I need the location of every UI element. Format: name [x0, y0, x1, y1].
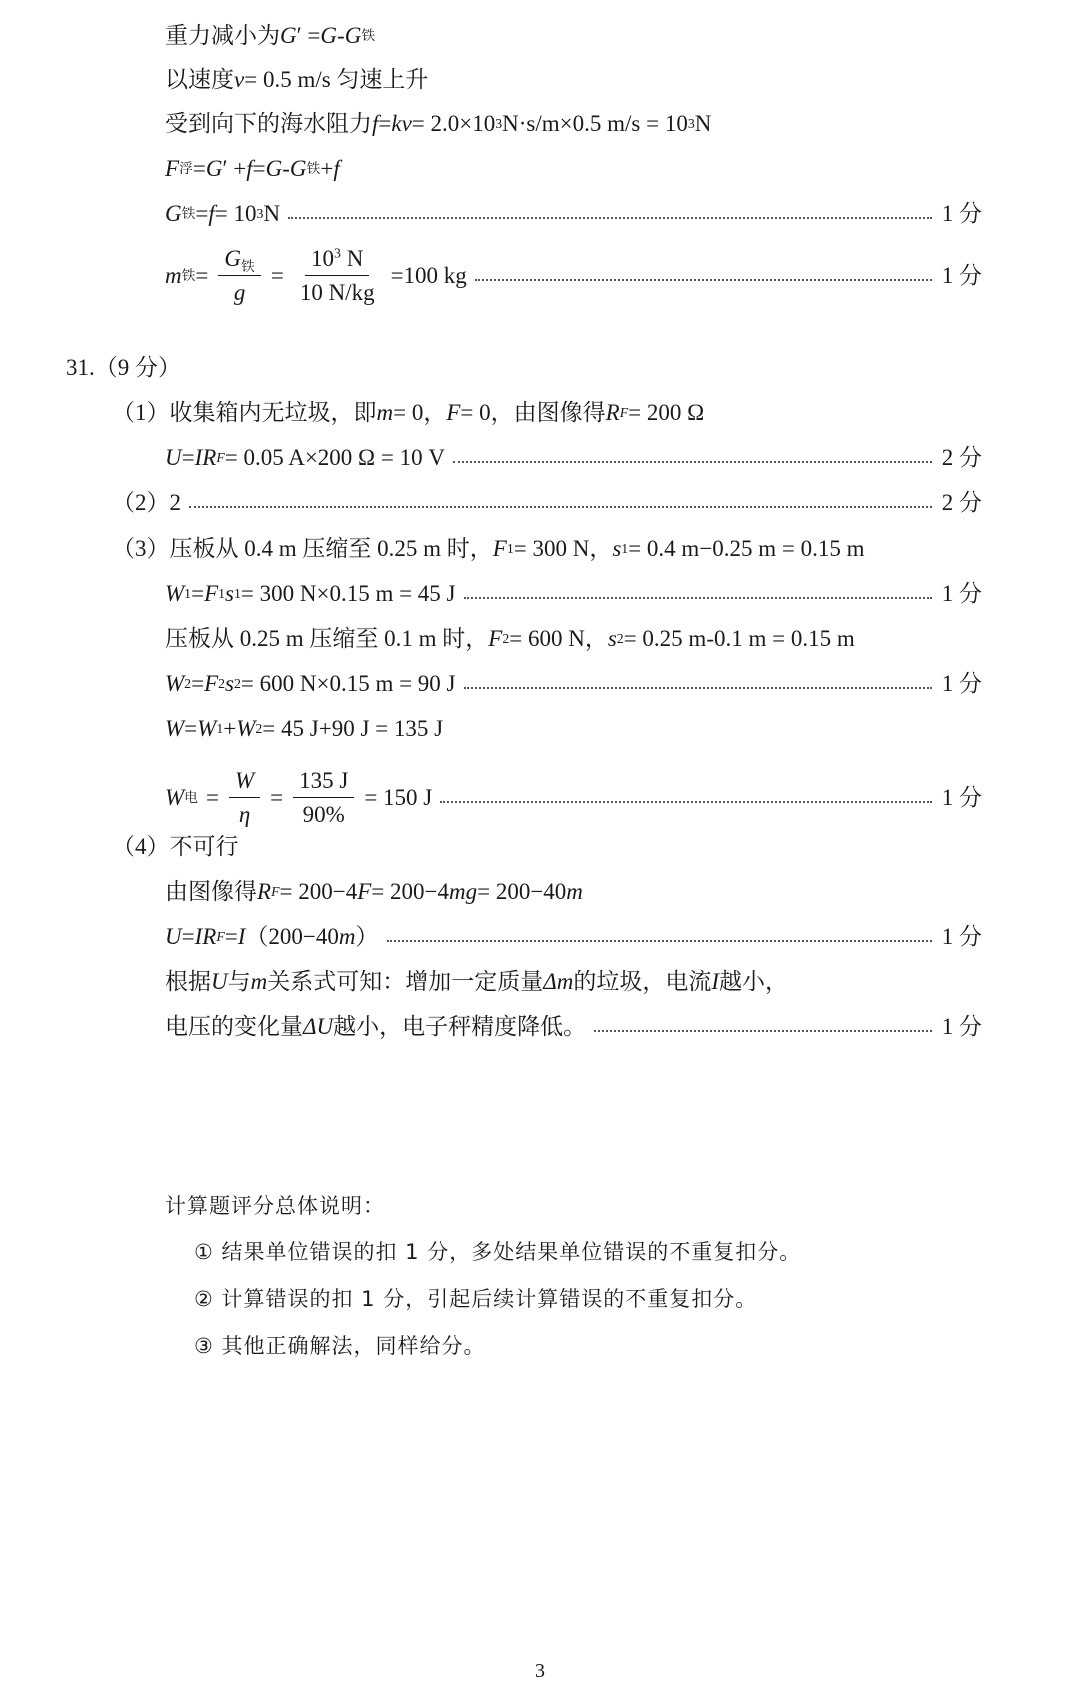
text: ） [355, 924, 379, 949]
question-31-heading [0, 356, 1080, 379]
text: = 150 J [364, 785, 433, 810]
solution-part-3-work-1: W 1 = F 1 s 1 = 300 N×0.15 m = 45 J 1 分 [165, 581, 982, 606]
solution-line-resistance: 受到向下的海水阻力 f = kv = 2.0×10 3 N·s/m×0.5 m/s = 10 3 N [165, 111, 712, 136]
text: = 2.0×10 [411, 111, 496, 136]
subscript: F [216, 449, 225, 465]
text: = 200−4 [279, 879, 358, 904]
subscript: F [216, 928, 225, 944]
denominator: 10 N/kg [299, 280, 375, 305]
text: = 45 J+90 J = 135 J [262, 716, 444, 741]
subscript: 铁 [241, 258, 255, 274]
symbol: Δm [543, 969, 574, 994]
symbol: IR [194, 445, 217, 470]
denominator [228, 276, 252, 304]
score-label: 2 分 [941, 490, 982, 515]
score-label: 2 分 [941, 445, 982, 470]
page-number: 3 [535, 1660, 545, 1682]
symbol: G [205, 156, 223, 181]
symbol: G [344, 23, 362, 48]
symbol: I [237, 924, 246, 949]
text: ′ + [222, 156, 247, 181]
symbol: s [225, 581, 234, 606]
text: N [263, 201, 281, 226]
text: （3）压板从 0.4 m 压缩至 0.25 m 时， [112, 536, 493, 561]
symbol: U [211, 969, 228, 994]
numerator [229, 769, 260, 798]
symbol: f [372, 111, 379, 136]
solution-part-3-compress-2: 压板从 0.25 m 压缩至 0.1 m 时， F 2 = 600 N， s 2 = 0.25 m-0.1 m = 0.15 m [165, 626, 855, 651]
solution-line-iron-mass: m 铁 = $\frac{G_铁}{g}$ = $\frac{10^3 N}{10 N/kg}$ =100 kg 1 分 [165, 245, 982, 305]
text: - [282, 156, 290, 181]
text: N·s/m×0.5 m/s = 10 [502, 111, 688, 136]
symbol: F [204, 671, 219, 696]
text: N [340, 246, 364, 271]
equals-sign: = [270, 263, 284, 288]
numerator [218, 247, 260, 276]
symbol: I [711, 969, 720, 994]
symbol: W [234, 768, 255, 793]
symbol: η [238, 802, 251, 827]
symbol: G [280, 23, 297, 48]
grading-note-2: ② 计算错误的扣 1 分，引起后续计算错误的不重复扣分。 [194, 1287, 758, 1311]
symbol: m [566, 879, 583, 904]
grading-notes-title: 计算题评分总体说明： [165, 1194, 385, 1218]
text: = 200−4 [371, 879, 449, 904]
text: 电压的变化量 [165, 1014, 303, 1039]
solution-part-3: （3）压板从 0.4 m 压缩至 0.25 m 时， F 1 = 300 N， s 1 = 0.4 m−0.25 m = 0.15 m [112, 536, 865, 561]
symbol: W [165, 671, 185, 696]
symbol: U [165, 924, 182, 949]
text: = 300 N， [513, 536, 613, 561]
score-label: 1 分 [941, 201, 982, 226]
symbol: U [165, 445, 182, 470]
text: 压板从 0.25 m 压缩至 0.1 m 时， [165, 626, 489, 651]
solution-part-1-voltage [0, 446, 1080, 469]
text: = [181, 445, 195, 470]
text: = 0， [393, 400, 447, 425]
symbol: F [492, 536, 507, 561]
text: = [184, 716, 198, 741]
text: = 200−40 [477, 879, 567, 904]
grading-note-1: ① 结果单位错误的扣 1 分，多处结果单位错误的不重复扣分。 [194, 1240, 802, 1264]
score-label: 1 分 [941, 924, 982, 949]
symbol: f [246, 156, 253, 181]
text: 关系式可知：增加一定质量 [267, 969, 544, 994]
symbol: g [233, 280, 246, 305]
text: = 10 [214, 201, 257, 226]
symbol: s [225, 671, 234, 696]
symbol: m [165, 263, 182, 288]
dot-leader [464, 597, 932, 599]
solution-part-4-voltage [0, 925, 1080, 948]
grading-note-3: ③ 其他正确解法，同样给分。 [194, 1334, 486, 1358]
question-label: 31.（9 分） [66, 355, 181, 380]
text: = 600 N×0.15 m = 90 J [240, 671, 456, 696]
text: = [252, 156, 266, 181]
score-label: 1 分 [941, 263, 982, 288]
score-label: 1 分 [941, 581, 982, 606]
symbol: G [320, 23, 338, 48]
text: N [694, 111, 712, 136]
symbol: R [257, 879, 272, 904]
text: = 0.5 m/s 匀速上升 [244, 67, 429, 92]
subscript: F [619, 404, 629, 420]
equals-sign: = [270, 785, 284, 810]
solution-part-4 [0, 835, 1080, 858]
solution-part-4-explanation [0, 970, 1080, 993]
solution-part-4-resistance [0, 880, 1080, 903]
symbol: mg [448, 879, 478, 904]
symbol: s [612, 536, 622, 561]
text: = 200 Ω [628, 400, 705, 425]
solution-line-buoyancy: F 浮 = G ′ + f = G - G 铁 + f [165, 156, 340, 181]
text: = [195, 201, 209, 226]
symbol: F [357, 879, 372, 904]
text: （4）不可行 [112, 834, 239, 859]
superscript: 3 [334, 245, 341, 261]
text: 根据 [165, 969, 211, 994]
dot-leader [387, 940, 932, 942]
text: 越小， [719, 969, 789, 994]
text: （200−40 [245, 924, 339, 949]
text: 由图像得 [165, 879, 257, 904]
text: - [337, 23, 345, 48]
text: = 300 N×0.15 m = 45 J [240, 581, 456, 606]
text: 重力减小为 [165, 23, 280, 48]
symbol: W [165, 716, 185, 741]
fraction-value [294, 247, 381, 304]
solution-part-3-total-work: W = W 1 + W 2 = 45 J+90 J = 135 J [165, 716, 444, 741]
score-label: 1 分 [941, 671, 982, 696]
symbol: W [165, 785, 185, 810]
text: 以速度 [165, 67, 234, 92]
text: （1）收集箱内无垃圾，即 [112, 400, 377, 425]
text: = [195, 263, 209, 288]
text: = 0.4 m−0.25 m = 0.15 m [628, 536, 865, 561]
text: = 0，由图像得 [460, 400, 606, 425]
text: 越小，电子秤精度降低。 [333, 1014, 587, 1039]
text: = [181, 924, 195, 949]
symbol: G [165, 201, 182, 226]
text: 10 [311, 246, 335, 271]
text: = 0.25 m-0.1 m = 0.15 m [623, 626, 855, 651]
fraction-g-over-g [218, 247, 260, 304]
symbol: G [289, 156, 307, 181]
symbol: F [488, 626, 503, 651]
score-label: 1 分 [941, 785, 982, 810]
dot-leader [594, 1030, 932, 1032]
text: = [191, 671, 205, 696]
denominator: 90% [302, 802, 345, 827]
symbol: G [265, 156, 283, 181]
text: + [320, 156, 334, 181]
symbol: m [338, 924, 356, 949]
symbol: W [236, 716, 256, 741]
symbol: F [446, 400, 461, 425]
text: = [191, 581, 205, 606]
symbol: f [333, 156, 340, 181]
symbol: W [165, 581, 185, 606]
symbol: m [376, 400, 394, 425]
text: 受到向下的海水阻力 [165, 111, 372, 136]
fraction-w-over-eta [229, 769, 260, 826]
symbol: W [197, 716, 217, 741]
solution-part-2 [0, 491, 1080, 514]
symbol: v [234, 67, 245, 92]
fraction-value [293, 769, 354, 826]
subscript: F [271, 883, 280, 899]
dot-leader [189, 506, 932, 508]
solution-part-3-electric-work: W 电 = $\frac{W}{\eta}$ = $\frac{135 J}{90\%}$ = 150 J 1 分 [165, 768, 982, 827]
dot-leader [440, 801, 932, 803]
dot-leader [464, 687, 932, 689]
numerator: 135 J [293, 769, 354, 798]
dot-leader [453, 461, 932, 463]
text: 与 [227, 969, 251, 994]
text: + [223, 716, 237, 741]
symbol: G [224, 246, 242, 271]
dot-leader [475, 279, 932, 281]
text: = 0.05 A×200 Ω = 10 V [224, 445, 445, 470]
text: ′ = [296, 23, 321, 48]
text: = [378, 111, 392, 136]
dot-leader [288, 217, 932, 219]
symbol: F [165, 156, 180, 181]
text: = [192, 156, 206, 181]
score-label: 1 分 [941, 1014, 982, 1039]
equals-sign: = [205, 785, 219, 810]
symbol: s [607, 626, 617, 651]
symbol: IR [194, 924, 217, 949]
numerator [305, 247, 369, 276]
symbol: ΔU [303, 1014, 334, 1039]
solution-part-3-work-2: W 2 = F 2 s 2 = 600 N×0.15 m = 90 J 1 分 [165, 671, 982, 696]
solution-part-4-conclusion [0, 1015, 1080, 1038]
text: = [224, 924, 238, 949]
solution-line-velocity [0, 68, 1080, 91]
text: = 600 N， [509, 626, 608, 651]
symbol: f [208, 201, 215, 226]
symbol: F [204, 581, 219, 606]
solution-line-weight-reduced: 重力减小为 G ′ = G - G 铁 [165, 23, 376, 48]
solution-part-1 [0, 401, 1080, 424]
symbol: R [605, 400, 620, 425]
symbol: m [250, 969, 268, 994]
text: （2）2 [112, 490, 181, 515]
text: 的垃圾，电流 [573, 969, 712, 994]
denominator [233, 798, 256, 826]
symbol: kv [391, 111, 412, 136]
text: =100 kg [390, 263, 467, 288]
solution-line-iron-weight: G 铁 = f = 10 3 N 1 分 [165, 201, 982, 226]
